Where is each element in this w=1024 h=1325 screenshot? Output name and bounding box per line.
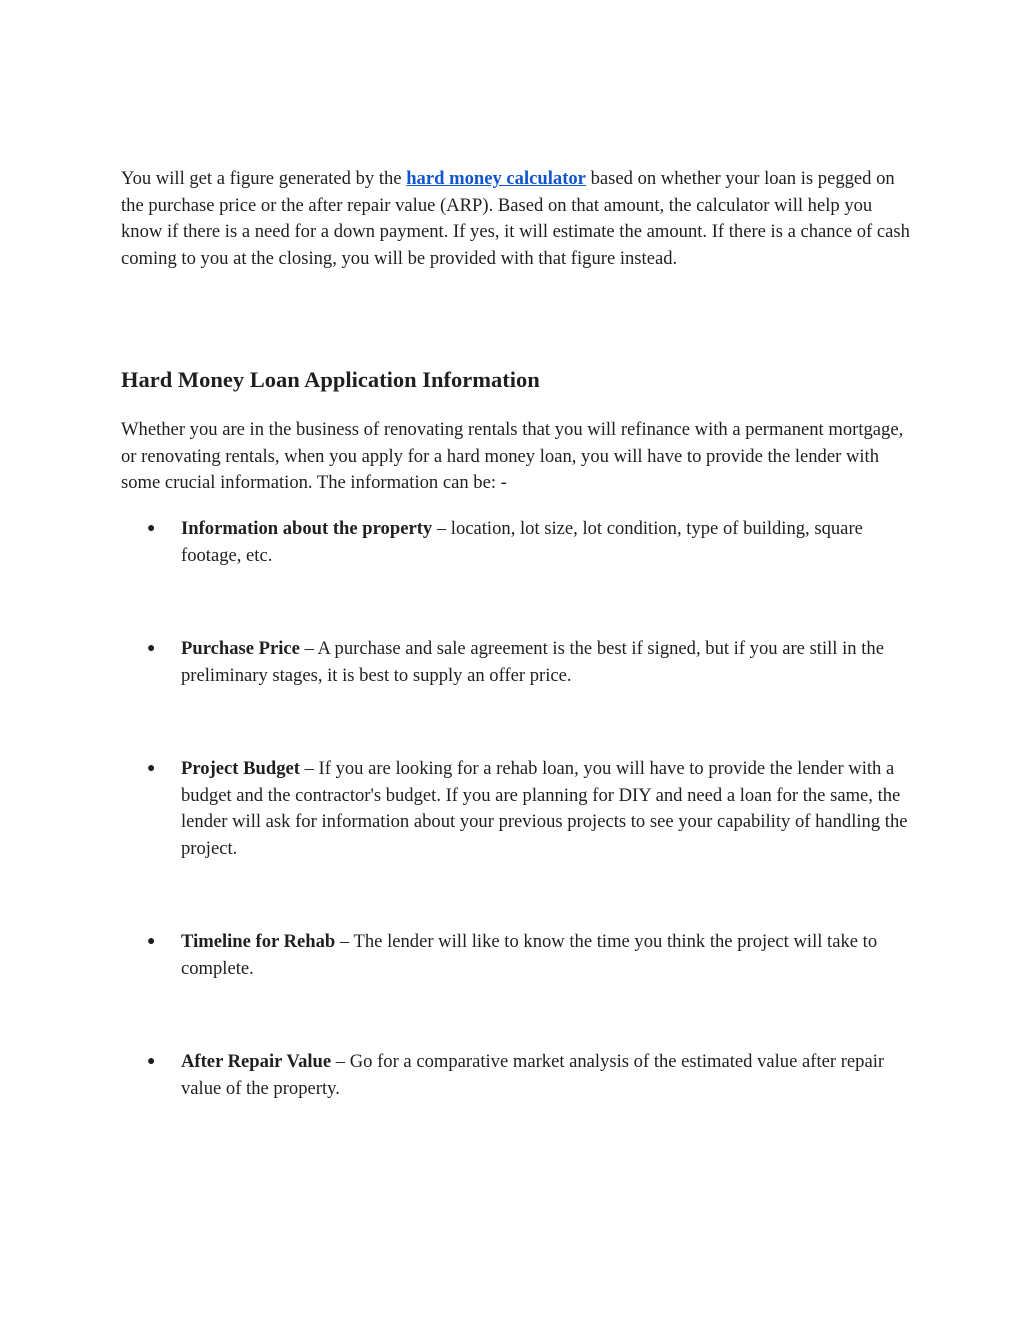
intro-text-after: based on whether your loan is pegged on the purchase price or the after repair value (ARP). Based on that amount, the calculator will help you know if there is a need for a down payment. If yes, it will estimate the amount. If there is a chance of cash coming to you at the closing, you will be provided with that figure instead. — [121, 168, 910, 269]
list-item-term: After Repair Value — [181, 1051, 332, 1072]
list-item-term: Project Budget — [181, 758, 300, 779]
intro-text-before: You will get a figure generated by the — [121, 168, 407, 189]
list-item-text: – The lender will like to know the time you think the project will take to complete. — [181, 931, 878, 979]
list-item-project-budget — [147, 756, 911, 862]
list-item-term: Purchase Price — [181, 638, 300, 659]
list-item-term: Timeline for Rehab — [181, 931, 336, 952]
bullet-icon: ● — [147, 1054, 156, 1069]
list-item-text: – location, lot size, lot condition, type of building, square footage, etc. — [181, 518, 863, 566]
bullet-icon: ● — [147, 521, 156, 536]
list-item-text: – A purchase and sale agreement is the best if signed, but if you are still in the preliminary stages, it is best to supply an offer price. — [181, 638, 884, 686]
hard-money-calculator-link[interactable]: hard money calculator — [406, 168, 586, 189]
lead-paragraph: Whether you are in the business of renovating rentals that you will refinance with a permanent mortgage, or renovating rentals, when you apply for a hard money loan, you will have to provide the lender with some crucial information. The information can be: - — [121, 419, 904, 493]
list-item-purchase-price — [147, 636, 911, 689]
list-item-text: – If you are looking for a rehab loan, you will have to provide the lender with a budget and the contractor's budget. If you are planning for DIY and need a loan for the same, the lender will ask for information about your previous projects to see your capability of handling the project. — [181, 758, 908, 859]
list-item-text: – Go for a comparative market analysis of the estimated value after repair value of the property. — [181, 1051, 885, 1099]
bullet-icon: ● — [147, 761, 156, 776]
list-item-property-info — [147, 516, 911, 569]
section-heading: Hard Money Loan Application Information — [121, 367, 540, 392]
intro-paragraph — [121, 166, 911, 272]
list-item-timeline-rehab — [147, 929, 911, 982]
bullet-icon: ● — [147, 641, 156, 656]
bullet-icon: ● — [147, 934, 156, 949]
list-item-term: Information about the property — [181, 518, 433, 539]
list-item-after-repair-value — [147, 1049, 911, 1102]
